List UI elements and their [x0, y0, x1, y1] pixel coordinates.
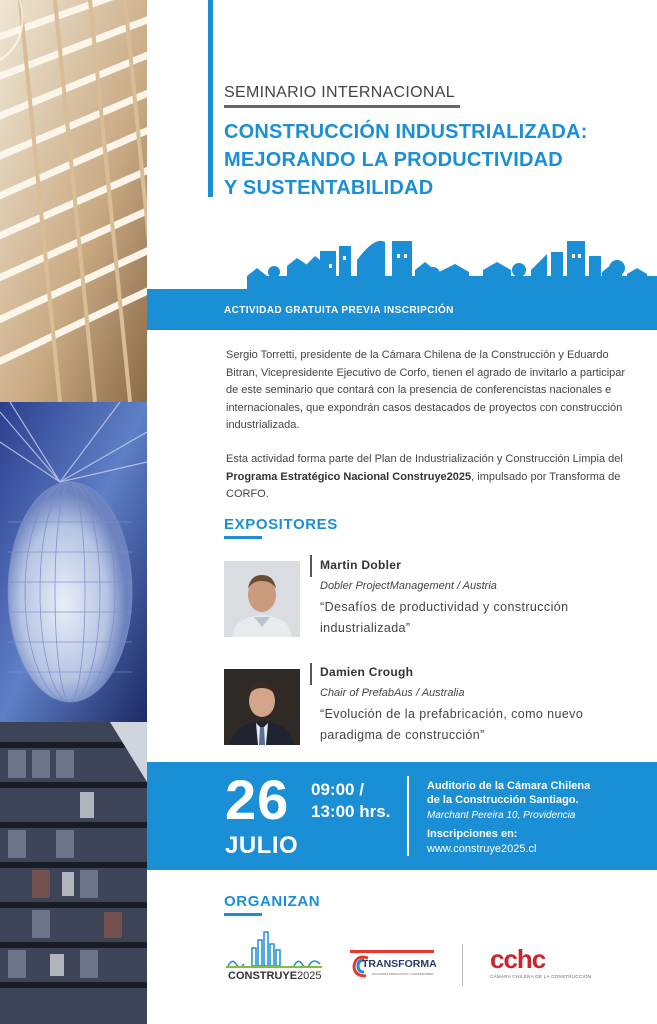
event-time-start: 09:00 / — [311, 780, 364, 799]
construye-skyline-icon — [224, 930, 324, 970]
event-divider — [407, 776, 409, 856]
speaker-1-talk-line-1: “Desafíos de productividad y construcción — [320, 600, 569, 614]
speakers-heading-underline — [224, 536, 262, 539]
seminar-title — [224, 118, 588, 202]
speaker-1-organization: Dobler ProjectManagement / Austria — [320, 580, 497, 592]
cchc-logo — [490, 946, 600, 986]
registration-link[interactable]: www.construye2025.cl — [427, 843, 537, 855]
building-facade-photo — [0, 722, 147, 1024]
invitation-paragraph: Sergio Torretti, presidente de la Cámara Chilena de la Construcción y Eduardo Bitran, Vicepresidente Ejecutivo de Corfo, tienen el agrado de invitarlo a participar de este seminario que contará con la presencia de conferencistas nacionales e internacionales, que expondrán casos destacados de proyectos con construcción industrializada. — [226, 349, 626, 431]
organizers-heading: ORGANIZAN — [224, 893, 321, 910]
program-paragraph-end: , impulsado por Transforma de CORFO. — [226, 470, 621, 500]
event-month: JULIO — [225, 832, 299, 859]
transforma-wordmark: TRANSFORMA — [362, 958, 437, 970]
event-time-end: 13:00 hrs. — [311, 802, 391, 821]
speaker-2-talk-line-1: “Evolución de la prefabricación, como nuevo — [320, 707, 584, 721]
speaker-photo-damien-crough — [224, 669, 300, 745]
organizers-heading-underline — [224, 913, 262, 916]
event-venue — [427, 779, 590, 807]
speaker-2-name: Damien Crough — [320, 665, 414, 679]
speaker-photo-martin-dobler — [224, 561, 300, 637]
wooden-ceiling-photo — [0, 0, 147, 402]
speaker-2-talk-line-2: paradigma de construcción” — [320, 728, 485, 742]
registration-label: Inscripciones en: — [427, 828, 518, 840]
construye2025-logo — [224, 930, 324, 986]
event-venue-line-2: de la Construcción Santiago. — [427, 794, 579, 806]
transforma-logo — [350, 950, 450, 990]
construye2025-wordmark — [228, 970, 322, 982]
speaker-1-talk-line-2: industrializada” — [320, 621, 411, 635]
event-time — [311, 779, 390, 823]
speaker-1-talk-title — [320, 597, 620, 639]
steel-lattice-dome-photo — [0, 402, 147, 722]
construye-word: CONSTRUYE — [228, 970, 298, 982]
seminar-title-line-2: MEJORANDO LA PRODUCTIVIDAD — [224, 149, 563, 171]
event-day: 26 — [225, 768, 290, 831]
event-details-panel — [147, 762, 657, 870]
program-name: Programa Estratégico Nacional Construye2025 — [226, 470, 472, 483]
construye-year: 2025 — [297, 970, 322, 982]
free-activity-text: ACTIVIDAD GRATUITA PREVIA INSCRIPCIÓN — [224, 305, 454, 316]
speaker-2-accent-bar — [310, 663, 312, 685]
speaker-1-name: Martin Dobler — [320, 558, 402, 572]
event-type-underline — [224, 105, 460, 108]
cchc-tagline: CÁMARA CHILENA DE LA CONSTRUCCIÓN — [490, 974, 592, 979]
event-address: Marchant Pereira 10, Providencia — [427, 810, 576, 821]
city-skyline-illustration — [147, 236, 657, 290]
event-venue-line-1: Auditorio de la Cámara Chilena — [427, 780, 591, 792]
seminar-title-line-1: CONSTRUCCIÓN INDUSTRIALIZADA: — [224, 121, 588, 143]
organizers-divider — [462, 944, 463, 986]
speaker-1-accent-bar — [310, 555, 312, 577]
transforma-tagline: ECONOMÍA PRODUCTIVA Y SUSTENTABLE — [372, 972, 434, 976]
event-type-label: SEMINARIO INTERNACIONAL — [224, 84, 455, 101]
program-paragraph — [226, 451, 626, 504]
header-accent-bar — [208, 0, 213, 197]
speakers-heading: EXPOSITORES — [224, 516, 338, 533]
transforma-red-stripe — [350, 950, 434, 953]
cchc-monogram: cchc — [490, 944, 546, 974]
program-paragraph-start: Esta actividad forma parte del Plan de Industrialización y Construcción Limpia del — [226, 453, 623, 465]
left-photo-column — [0, 0, 147, 1024]
speaker-2-talk-title — [320, 704, 620, 746]
seminar-title-line-3: Y SUSTENTABILIDAD — [224, 177, 434, 199]
free-activity-banner — [147, 289, 657, 330]
speaker-2-organization: Chair of PrefabAus / Australia — [320, 687, 465, 699]
